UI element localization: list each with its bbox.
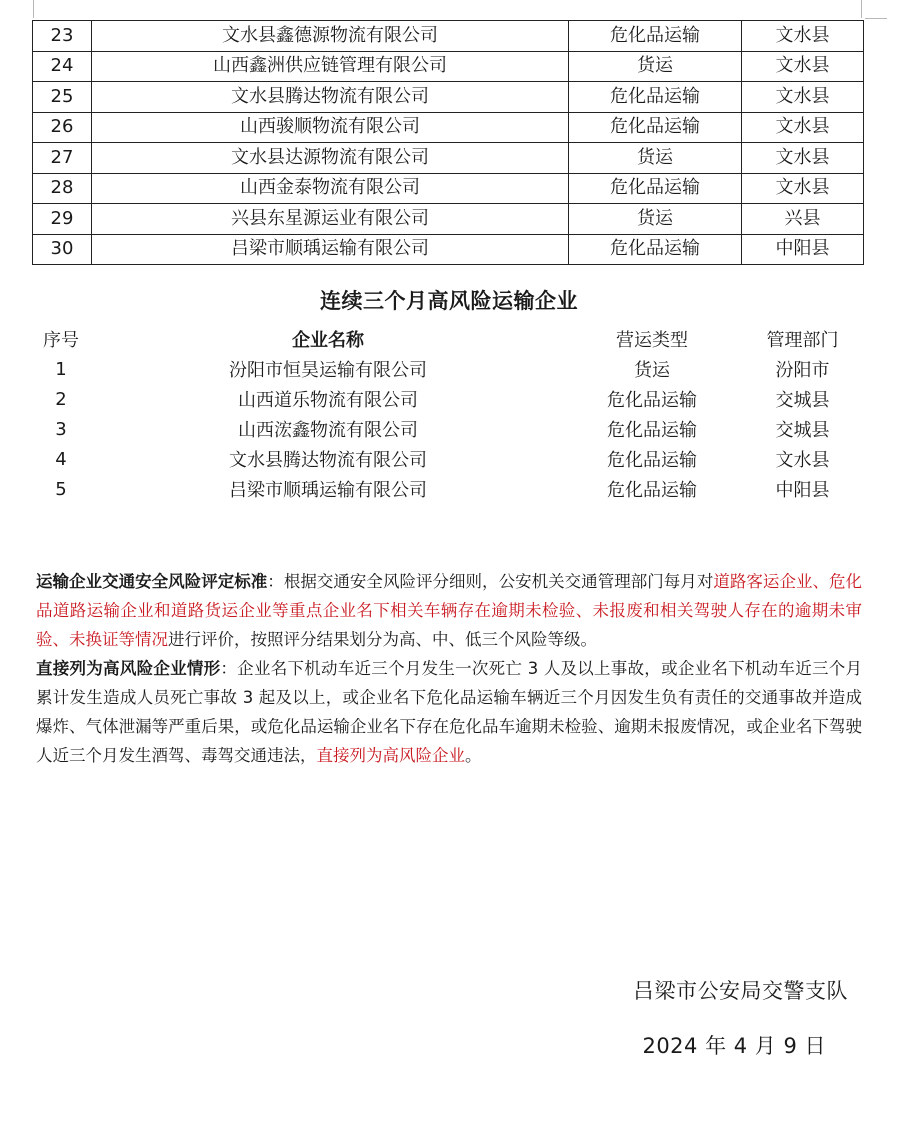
direct-high-risk-paragraph <box>36 654 862 770</box>
standard-text-end: 进行评价，按照评分结果划分为高、中、低三个风险等级。 <box>168 630 597 649</box>
operation-type: 危化品运输 <box>569 82 742 113</box>
management-dept: 文水县 <box>742 112 864 143</box>
table-row <box>33 82 864 113</box>
company-name: 吕梁市顺瑀运输有限公司 <box>92 234 569 265</box>
table-row <box>33 112 864 143</box>
table-row <box>32 384 867 414</box>
company-name: 山西金泰物流有限公司 <box>92 173 569 204</box>
row-number: 26 <box>33 112 92 143</box>
row-number: 4 <box>55 448 67 470</box>
direct-text-end: 。 <box>465 746 482 765</box>
row-number: 23 <box>33 21 92 52</box>
operation-type: 货运 <box>569 204 742 235</box>
company-name: 山西浤鑫物流有限公司 <box>238 420 418 441</box>
management-dept: 中阳县 <box>775 480 830 501</box>
company-name: 山西骏顺物流有限公司 <box>92 112 569 143</box>
header-dept: 管理部门 <box>766 330 839 351</box>
table-row <box>32 414 867 444</box>
company-name: 文水县鑫德源物流有限公司 <box>92 21 569 52</box>
operation-type: 危化品运输 <box>607 450 697 471</box>
high-risk-company-table <box>32 324 867 504</box>
page-corner-mark-left <box>33 0 34 18</box>
row-number: 25 <box>33 82 92 113</box>
company-name: 文水县腾达物流有限公司 <box>92 82 569 113</box>
table-row <box>33 204 864 235</box>
company-name: 文水县腾达物流有限公司 <box>229 450 427 471</box>
operation-type: 危化品运输 <box>569 173 742 204</box>
table-row <box>32 474 867 504</box>
company-list-body <box>33 21 864 265</box>
table-row <box>33 51 864 82</box>
management-dept: 兴县 <box>742 204 864 235</box>
company-list-table <box>32 20 864 265</box>
direct-highlight: 直接列为高风险企业 <box>316 746 465 765</box>
row-number: 28 <box>33 173 92 204</box>
page-corner-mark-right-horizontal <box>865 18 887 19</box>
operation-type: 危化品运输 <box>607 420 697 441</box>
company-name: 山西道乐物流有限公司 <box>238 390 418 411</box>
table-row <box>32 354 867 384</box>
table-row <box>33 173 864 204</box>
table-row <box>33 234 864 265</box>
company-name: 山西鑫洲供应链管理有限公司 <box>92 51 569 82</box>
management-dept: 文水县 <box>742 51 864 82</box>
operation-type: 货运 <box>634 360 670 381</box>
management-dept: 文水县 <box>742 173 864 204</box>
header-no: 序号 <box>43 330 79 351</box>
table-row <box>33 143 864 174</box>
management-dept: 文水县 <box>775 450 830 471</box>
standard-paragraph <box>36 567 862 654</box>
row-number: 1 <box>55 358 67 380</box>
section-title: 连续三个月高风险运输企业 <box>320 289 578 313</box>
management-dept: 文水县 <box>742 82 864 113</box>
company-name: 兴县东星源运业有限公司 <box>92 204 569 235</box>
operation-type: 危化品运输 <box>569 234 742 265</box>
row-number: 3 <box>55 418 67 440</box>
row-number: 2 <box>55 388 67 410</box>
direct-lead: 直接列为高风险企业情形 <box>36 659 221 678</box>
row-number: 5 <box>55 478 67 500</box>
operation-type: 危化品运输 <box>569 112 742 143</box>
risk-criteria-notes <box>36 567 862 770</box>
issuer-signature: 吕梁市公安局交警支队 <box>633 979 848 1003</box>
row-number: 30 <box>33 234 92 265</box>
operation-type: 危化品运输 <box>569 21 742 52</box>
company-name: 文水县达源物流有限公司 <box>92 143 569 174</box>
standard-text: ：根据交通安全风险评分细则，公安机关交通管理部门每月对 <box>267 572 714 591</box>
operation-type: 货运 <box>569 51 742 82</box>
header-name: 企业名称 <box>292 330 364 351</box>
management-dept: 文水县 <box>742 21 864 52</box>
row-number: 24 <box>33 51 92 82</box>
operation-type: 危化品运输 <box>607 390 697 411</box>
company-name: 汾阳市恒昊运输有限公司 <box>229 360 427 381</box>
table-header-row <box>32 324 867 354</box>
management-dept: 汾阳市 <box>775 360 830 381</box>
management-dept: 中阳县 <box>742 234 864 265</box>
management-dept: 文水县 <box>742 143 864 174</box>
standard-lead: 运输企业交通安全风险评定标准 <box>36 572 268 591</box>
company-name: 吕梁市顺瑀运输有限公司 <box>229 480 427 501</box>
row-number: 27 <box>33 143 92 174</box>
management-dept: 交城县 <box>775 420 830 441</box>
table-row <box>32 444 867 474</box>
issue-date: 2024 年 4 月 9 日 <box>642 1034 826 1058</box>
management-dept: 交城县 <box>775 390 830 411</box>
standard-highlight: 道路客运企业、危化品道路运输企业和道路货运企业等重点企业名下相关车辆存在逾期未检验、未报废和相关驾驶人存在的逾期未审验、未换证等情况 <box>36 572 863 649</box>
direct-text: ：企业名下机动车近三个月发生一次死亡 3 人及以上事故，或企业名下机动车近三个月累计发生造成人员死亡事故 3 起及以上，或企业名下危化品运输车辆近三个月因发生负有责任的交通事故并造成爆炸、气体泄漏等严重后果，或危化品运输企业名下存在危化品车逾期未检验、逾期未报废情况，或企业名下驾驶人近三个月发生酒驾、毒驾交通违法， <box>36 659 862 765</box>
table-row <box>33 21 864 52</box>
operation-type: 危化品运输 <box>607 480 697 501</box>
header-type: 营运类型 <box>616 330 688 351</box>
row-number: 29 <box>33 204 92 235</box>
page-corner-mark-right <box>861 0 862 18</box>
operation-type: 货运 <box>569 143 742 174</box>
